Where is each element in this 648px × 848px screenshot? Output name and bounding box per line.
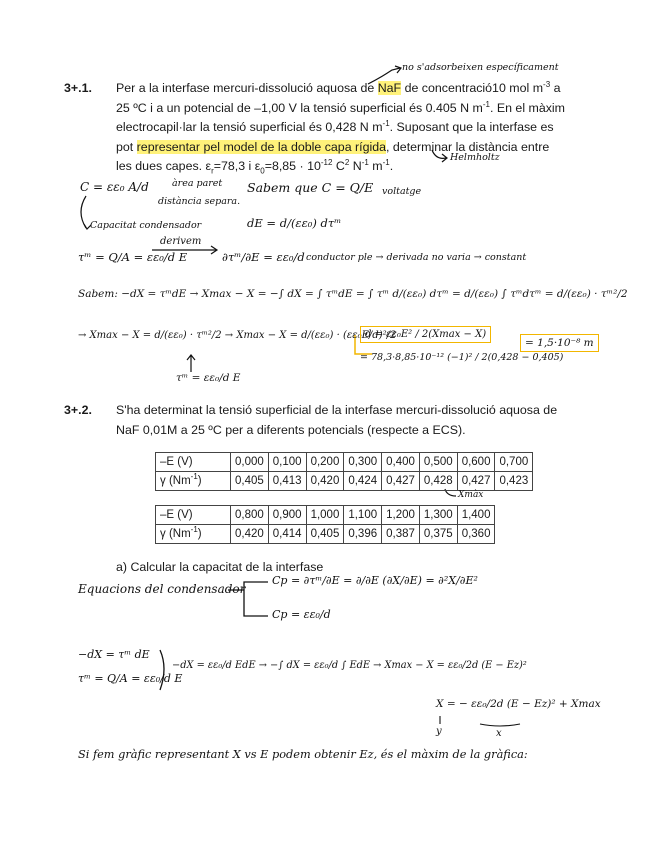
annotation-naf: no s'adsorbeixen específicament	[402, 62, 559, 73]
table-2-cell: 0,405	[306, 525, 344, 544]
note-d-result: = 1,5·10⁻⁸ m	[520, 334, 599, 352]
table-2-cell: 0,414	[268, 525, 306, 544]
table-1-label-e: –E (V)	[156, 453, 231, 472]
note-derivem: derivem	[160, 236, 202, 247]
note-capacitor: Capacitat condensador	[90, 220, 202, 231]
table-2-cell: 1,200	[382, 506, 420, 525]
table-1-cell: 0,420	[306, 472, 344, 491]
table-2-cell: 0,800	[231, 506, 269, 525]
table-1-cell: 0,423	[495, 472, 533, 491]
problem-1-line-2: 25 ºC i a un potencial de –1,00 V la tensió superficial és 0.405 N $m^{-1}$. En el màxim	[116, 99, 566, 115]
note-d-numbers: = 78,3·8,85·10⁻¹² (−1)² / 2(0,428 − 0,405)	[360, 352, 564, 363]
problem-2-line-1: S'ha determinat la tensió superficial de la interfase mercuri-dissolució aquosa de	[116, 403, 558, 417]
table-1-cell: 0,424	[344, 472, 382, 491]
table-1	[155, 452, 533, 491]
table-2-row-g	[156, 525, 495, 544]
table-2-cell: 1,100	[344, 506, 382, 525]
note-x-label: x	[496, 728, 502, 739]
table-1-cell: 0,300	[344, 453, 382, 472]
table-2-label-e: –E (V)	[156, 506, 231, 525]
note-left1: −dX = τᵐ dE	[78, 648, 150, 661]
note-cp1: Cp = ∂τᵐ/∂E = ∂/∂E (∂X/∂E) = ∂²X/∂E²	[272, 574, 478, 587]
table-1-cell: 0,413	[268, 472, 306, 491]
table-1-row-e	[156, 453, 533, 472]
annotation-xmax: Xmàx	[458, 490, 484, 500]
note-eq-title: Equacions del condensador	[78, 582, 246, 596]
note-area: àrea paret	[172, 178, 223, 189]
note-de-eq: dE = d/(εε₀) dτᵐ	[247, 216, 342, 230]
note-left2: τᵐ = Q/A = εε₀/d E	[78, 672, 183, 685]
table-1-cell: 0,500	[419, 453, 457, 472]
table-1-label-g: γ $(Nm^{-1})$	[156, 472, 231, 491]
note-x-eq: X = − εε₀/2d (E − Ez)² + Xmax	[436, 698, 601, 710]
annotation-helmholtz: Helmholtz	[450, 152, 500, 163]
note-bottom: Si fem gràfic representant X vs E podem obtenir Ez, és el màxim de la gràfica:	[78, 748, 528, 761]
problem-1-line-1: Per a la interfase mercuri-dissolució aquosa de NaF de concentració10 mol $m^{-3}$ a	[116, 79, 561, 95]
note-conductor: conductor ple → derivada no varia → constant	[306, 252, 527, 263]
table-2-cell: 1,400	[457, 506, 495, 525]
table-1-cell: 0,700	[495, 453, 533, 472]
table-1-cell: 0,600	[457, 453, 495, 472]
highlight-naf: NaF	[377, 81, 402, 95]
table-1-cell: 0,100	[268, 453, 306, 472]
note-distance: distància separa.	[158, 196, 241, 207]
problem-1-number: 3+.1.	[64, 81, 92, 95]
note-xmax-line: → Xmax − X = d/(εε₀) · τᵐ²/2 → Xmax − X = d/(εε₀) · (εε₀E/d)²/2	[78, 330, 397, 341]
highlight-model: representar pel model de la doble capa rígida	[136, 139, 387, 154]
table-1-cell: 0,428	[419, 472, 457, 491]
table-1-cell: 0,427	[382, 472, 420, 491]
table-1-cell: 0,000	[231, 453, 269, 472]
note-cp2: Cp = εε₀/d	[272, 608, 331, 621]
table-2-row-e	[156, 506, 495, 525]
problem-2-text	[116, 401, 586, 440]
note-cap-formula: C = εε₀ A/d	[80, 180, 149, 194]
table-2	[155, 505, 495, 544]
note-sub-sigma: τᵐ = εε₀/d E	[176, 372, 241, 384]
table-2-label-g: γ $(Nm^{-1})$	[156, 525, 231, 544]
problem-1-line-3: electrocapil·lar la tensió superficial és 0,428 N $m^{-1}$. Suposant que la interfase es	[116, 118, 554, 134]
note-sigma-eq: τᵐ = Q/A = εε₀/d E	[78, 250, 188, 264]
note-right-eq: −dX = εε₀/d EdE → −∫ dX = εε₀/d ∫ EdE → Xmax − X = εε₀/2d (E − Ez)²	[172, 660, 527, 671]
note-sabem-c: Sabem que C = Q/E	[247, 180, 374, 195]
table-1-row-g	[156, 472, 533, 491]
note-d-formula: d = εε₀E² / 2(Xmax − X)	[360, 326, 491, 343]
table-1-cell: 0,405	[231, 472, 269, 491]
table-1-cell: 0,427	[457, 472, 495, 491]
problem-1-line-5: les dues capes. $\varepsilon_r=78,3$ i $\varepsilon_0=8,85 \cdot 10^{-12}$ $C^2$ $N^{-1}$ $m^{-1}$.	[116, 157, 394, 176]
table-2-cell: 0,387	[382, 525, 420, 544]
note-y-label: y	[436, 726, 442, 737]
table-2-cell: 0,360	[457, 525, 495, 544]
table-2-cell: 0,396	[344, 525, 382, 544]
problem-1-line-4: pot representar pel model de la doble capa rígida, determinar la distància entre	[116, 139, 550, 154]
note-deriv-eq: ∂τᵐ/∂E = εε₀/d	[222, 250, 305, 264]
problem-2	[64, 401, 604, 441]
problem-2-line-2: NaF 0,01M a 25 ºC per a diferents potencials (respecte a ECS).	[116, 422, 466, 437]
table-2-cell: 1,300	[419, 506, 457, 525]
table-1-cell: 0,200	[306, 453, 344, 472]
table-2-cell: 0,375	[419, 525, 457, 544]
note-voltatge: voltatge	[382, 186, 422, 197]
table-2-cell: 1,000	[306, 506, 344, 525]
note-sabem2: Sabem: −dX = τᵐdE → Xmax − X = −∫ dX = ∫ τᵐdE = ∫ τᵐ d/(εε₀) dτᵐ = d/(εε₀) ∫ τᵐdτᵐ = d/(εε₀) · τᵐ²/2	[78, 288, 628, 300]
table-2-cell: 0,420	[231, 525, 269, 544]
problem-2-number: 3+.2.	[64, 403, 92, 417]
table-2-cell: 0,900	[268, 506, 306, 525]
part-a-question: a) Calcular la capacitat de la interfase	[116, 560, 324, 574]
table-1-cell: 0,400	[382, 453, 420, 472]
